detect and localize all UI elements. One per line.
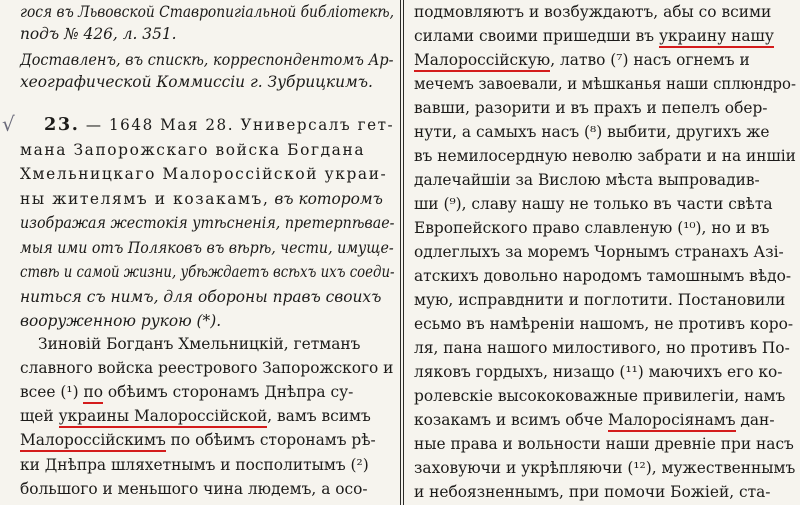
text-line: вавши, разорити и въ прахъ и пепелъ обер- bbox=[414, 99, 768, 117]
text-line: Доставленъ, въ спискѣ, корреспондентомъ Ар- bbox=[20, 51, 394, 69]
right-column bbox=[404, 0, 800, 505]
text-line: и небоязненнымъ, при помочи Божіей, ста- bbox=[414, 483, 771, 501]
left-column bbox=[0, 0, 398, 505]
text-line: вооруженною рукою (*). bbox=[20, 312, 222, 330]
text-line: хеографической Коммиссіи г. Зубрицкимъ. bbox=[20, 73, 373, 91]
underlined-phrase: Малоросіянамъ bbox=[608, 411, 736, 432]
text-line: Европейского право славленую (¹⁰), но и въ bbox=[414, 219, 770, 237]
text-line: атскихъ довольно народомъ тамошнымъ вѣдо- bbox=[414, 267, 792, 285]
text-line: мана Запорожскаго войска Богдана bbox=[20, 141, 366, 159]
text-line: силами своими пришедши въ украину нашу bbox=[414, 26, 774, 46]
document-number: 23. bbox=[44, 114, 80, 135]
text-line: славного войска реестрового Запорожского и bbox=[20, 359, 394, 377]
text-line: Зиновій Богданъ Хмельницкій, гетманъ bbox=[38, 335, 361, 353]
text-line: козакамъ и всимъ обче Малоросіянамъ дан- bbox=[414, 410, 775, 430]
text-line: ствѣ и самой жизни, убѣждаетъ всѣхъ ихъ соеди- bbox=[20, 263, 395, 281]
text-line: мую, исправднити и поглотити. Постановили bbox=[414, 291, 786, 309]
text-line: всее (¹) по обѣимъ сторонамъ Днѣпра су- bbox=[20, 382, 353, 402]
text-line: Хмельницкаго Малороссійской украи- bbox=[20, 165, 388, 183]
underlined-phrase: украину нашу bbox=[659, 27, 774, 48]
text-line: ниться съ нимъ, для обороны правъ своихъ bbox=[20, 288, 382, 306]
text-line: ролевскіе высококоважные привилегіи, намъ bbox=[414, 387, 786, 405]
text-line: гося въ Львовской Ставропигіальной библіотекѣ, bbox=[20, 3, 394, 21]
text-line: Малороссійскимъ по обѣимъ сторонамъ рѣ- bbox=[20, 430, 376, 450]
text-line: одлеглыхъ за моремъ Чорнымъ странахъ Азі- bbox=[414, 243, 784, 261]
text-line: заховуючи и укрѣпляючи (¹²), мужественнымъ bbox=[414, 459, 796, 477]
text-line: нути, а самыхъ насъ (⁸) выбити, другихъ же bbox=[414, 123, 770, 141]
margin-check-mark: √ bbox=[2, 112, 15, 136]
text-line: далечайшіи за Вислою мѣста выпровадив- bbox=[414, 171, 760, 189]
text-line: подъ № 426, л. 351. bbox=[20, 25, 177, 43]
text-line: ляковъ гордыхъ, низащо (¹¹) маючихъ его ко- bbox=[414, 363, 783, 381]
underlined-phrase: Малороссійскую bbox=[414, 51, 550, 72]
text-line: мечемъ завоевали, и мѣшканья наши сплюндро- bbox=[414, 75, 796, 93]
underlined-phrase: украины Малороссійской bbox=[59, 407, 268, 428]
text-line: щей украины Малороссійской, вамъ всимъ bbox=[20, 406, 371, 426]
text-line: ля, пана нашого милостивого, но противъ По- bbox=[414, 339, 790, 357]
text-line: подмовляютъ и возбуждаютъ, абы со всими bbox=[414, 3, 772, 21]
text-line: въ немилосердную неволю забрати и на иншіи bbox=[414, 147, 796, 165]
document-heading-line: 23. — 1648 Мая 28. Универсалъ гет- bbox=[44, 114, 395, 135]
text-line: Малороссійскую, латво (⁷) насъ огнемъ и bbox=[414, 50, 750, 70]
text-line: есьмо въ намѣреніи нашомъ, не противъ коро- bbox=[414, 315, 794, 333]
text-line: ки Днѣпра шляхетнымъ и посполитымъ (²) bbox=[20, 456, 369, 474]
text-line: ные права и вольности наши древніе при насъ bbox=[414, 435, 794, 453]
underlined-phrase: по bbox=[83, 383, 103, 404]
text-line: ши (⁹), славу нашу не только въ части свѣта bbox=[414, 195, 773, 213]
text-line: большого и меньшого чина людемъ, а осо- bbox=[20, 480, 368, 498]
text-line: мыя ими отъ Поляковъ въ вѣрѣ, чести, имуще- bbox=[20, 239, 394, 257]
text-line: ны жителямъ и козакамъ, въ которомъ bbox=[20, 190, 383, 208]
text-line: изображая жестокія утѣсненія, претерпѣвае- bbox=[20, 214, 395, 232]
underlined-phrase: Малороссійскимъ bbox=[20, 431, 166, 452]
